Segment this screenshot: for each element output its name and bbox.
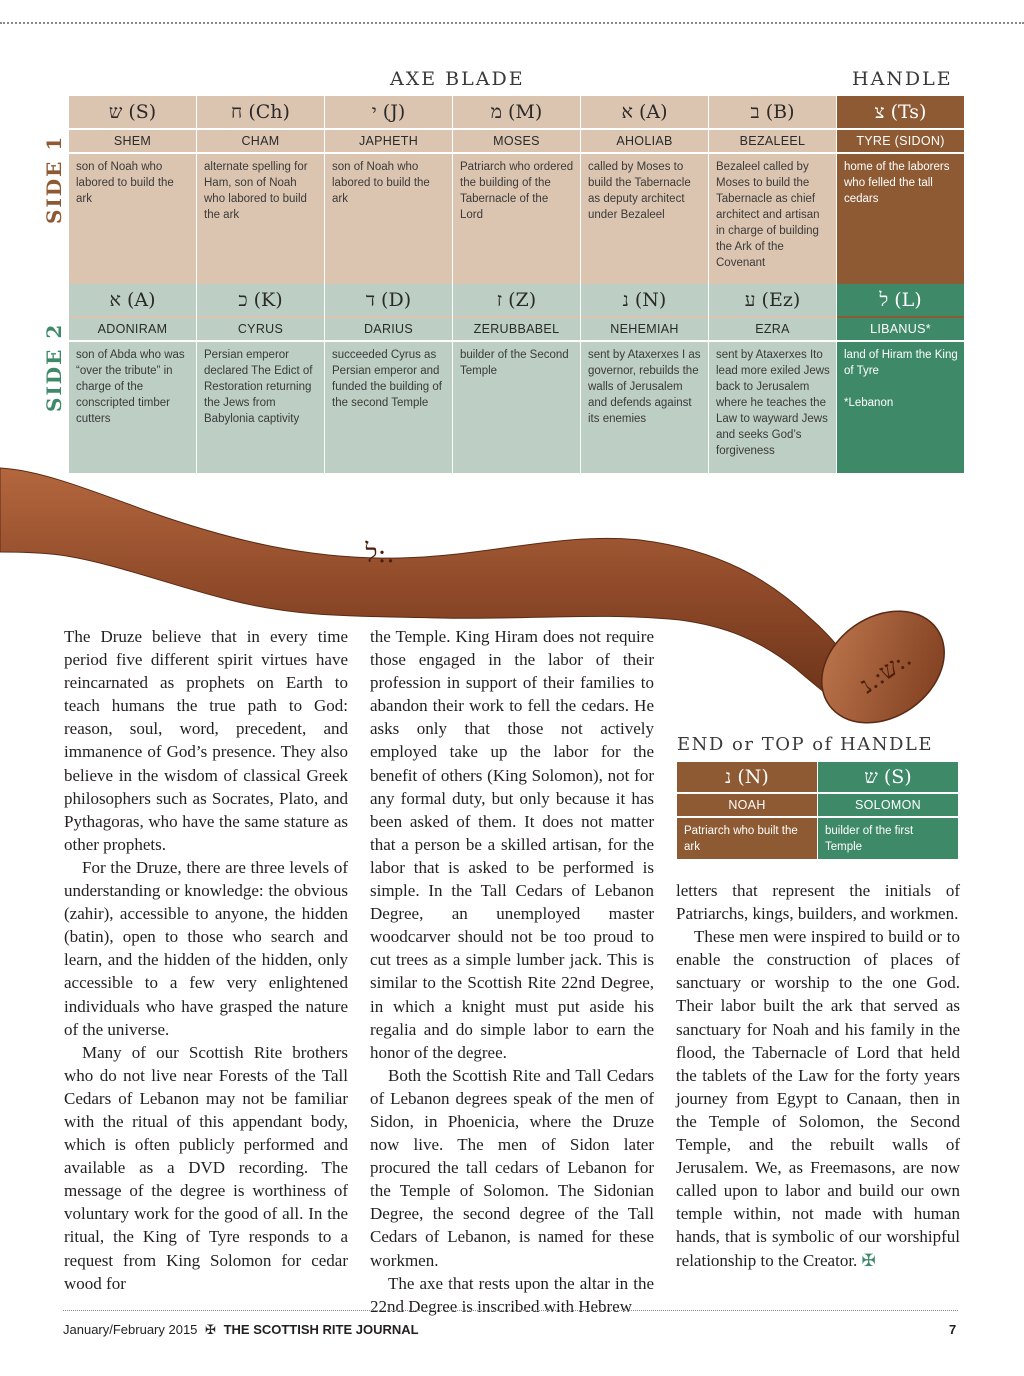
hebrew-letter: צ (Ts) [837,96,964,128]
person-name: SHEM [69,130,196,152]
paragraph: The axe that rests upon the altar in the 22nd Degree is inscribed with Hebrew [370,1273,654,1316]
footer-dotted-rule [63,1310,958,1311]
description: sent by Ataxerxes I as governor, rebuilds the walls of Jerusalem and defends against its enemies [581,342,708,473]
person-name: NEHEMIAH [581,318,708,340]
description: Patriarch who ordered the building of the Tabernacle of the Lord [453,154,580,331]
end-of-handle-heading: END or TOP of HANDLE [677,734,933,755]
end-cell-solomon [818,762,958,859]
hebrew-letter: מ (M) [453,96,580,128]
description: son of Noah who labored to build the ark [69,154,196,331]
top-dotted-rule [0,22,1024,24]
hebrew-letter: ח (Ch) [197,96,324,128]
shaft-inscription: ל:. [365,539,395,569]
paragraph: The Druze believe that in every time period five different spirit virtues have reincarnated as prophets on Earth to teach humans the true path to God: reason, soul, word, precedent, and immanence of God’s presence. They also believe in the wisdom of classical Greek philosophers such as Socrates, Plato, and Pythagoras, who have the same stature as other prophets. [64,627,348,854]
footer-cross-icon: ✠ [205,1322,216,1337]
hebrew-letter: ל (L) [837,284,964,316]
hebrew-letter: ז (Z) [453,284,580,316]
person-name: SOLOMON [818,794,958,816]
person-name: AHOLIAB [581,130,708,152]
side2-label: SIDE 2 [42,322,66,412]
paragraph: For the Druze, there are three levels of understanding or knowledge: the obvious (zahir), accessible to anyone, the hidden (batin), open to those who search and learn, and the hidden of the hidden, only accessible to a few very enlightened individuals who have grasped the nature of the universe. [64,857,348,1039]
person-name: DARIUS [325,318,452,340]
description: succeeded Cyrus as Persian emperor and funded the building of the second Temple [325,342,452,473]
place-name: TYRE (SIDON) [837,130,964,152]
description: builder of the Second Temple [453,342,580,473]
description: Persian emperor declared The Edict of Restoration returning the Jews from Babylonia captivity [197,342,324,473]
handle-heading: HANDLE [852,68,953,90]
footnote: *Lebanon [844,397,894,409]
description: called by Moses to build the Tabernacle as deputy architect under Bezaleel [581,154,708,331]
paragraph [676,925,960,1271]
hebrew-letter: נ (N) [581,284,708,316]
person-name: CYRUS [197,318,324,340]
hebrew-letter: ש (S) [69,96,196,128]
person-name: EZRA [709,318,836,340]
description: alternate spelling for Ham, son of Noah who labored to build the ark [197,154,324,331]
paragraph: Many of our Scottish Rite brothers who do not live near Forests of the Tall Cedars of Lebanon may not be familiar with the ritual of this appendant body, which is often publicly performed and available as a DVD recording. The message of the degree is worthiness of voluntary work for the good of all. In the ritual, the King of Tyre responds to a request from King Solomon for cedar wood for [64,1042,348,1293]
hebrew-letter: נ (N) [677,762,817,792]
hebrew-letter: כ (K) [197,284,324,316]
description: home of the laborers who felled the tall cedars [837,154,964,331]
end-inscription: ש:.נ:. [854,643,917,700]
person-name: JAPHETH [325,130,452,152]
side1-label: SIDE 1 [42,134,66,224]
hebrew-letter: א (A) [581,96,708,128]
hebrew-letter: ב (B) [709,96,836,128]
person-name: NOAH [677,794,817,816]
end-cell-noah [677,762,817,859]
paragraph: the Temple. King Hiram does not require those engaged in the labor of their profession in support of their families to abandon their work to fell the cedars. He asks only that those not actively employed take up the labor for the benefit of others (King Solomon), not for any formal duty, but only because it has been asked of them. It does not matter that a person be a skilled artisan, for the labor that is asked to be performed is simple. In the Tall Cedars of Lebanon Degree, an unemployed master woodcarver should not be too proud to cut trees as a simple lumber jack. This is similar to the Scottish Rite 22nd Degree, in which a knight must put aside his regalia and do simple labor to earn the honor of the degree. [370,627,654,1062]
place-name: LIBANUS* [837,318,964,340]
article-column-1 [64,625,348,1295]
person-name: CHAM [197,130,324,152]
end-mark-cross-icon: ✠ [861,1250,876,1270]
footer-left [63,1322,419,1338]
end-of-handle-table [677,762,958,859]
person-name: ADONIRAM [69,318,196,340]
hebrew-letter: ע (Ez) [709,284,836,316]
description-text: land of Hiram the King of Tyre [844,349,958,377]
person-name: ZERUBBABEL [453,318,580,340]
page-number: 7 [949,1322,957,1337]
description: builder of the first Temple [818,818,958,859]
article-column-2 [370,625,654,1318]
article-column-3 [676,879,960,1272]
paragraph-text: These men were inspired to build or to enable the construction of places of sanctuary or worship to the one God. Their labor built the ark that served as sanctuary for Noah and his family in the flood, the Tabernacle of Lord that held the tablets of the Law for the forty years journey from Egypt to Canaan, then in the Temple of Solomon, the Second Temple, and the rebuilt walls of Jerusalem. We, as Freemasons, are now called upon to labor and build our own temple within, not made with human hands, that is symbolic of our worshipful relationship to the Creator. [676,927,960,1270]
hebrew-letter: ד (D) [325,284,452,316]
issue-date: January/February 2015 [63,1322,198,1337]
person-name: BEZALEEL [709,130,836,152]
description: son of Abda who was “over the tribute” in charge of the conscripted timber cutters [69,342,196,473]
paragraph: letters that represent the initials of Patriarchs, kings, builders, and workmen. [676,881,960,924]
hebrew-letter: י (J) [325,96,452,128]
axe-blade-heading: AXE BLADE [390,68,525,90]
paragraph: Both the Scottish Rite and Tall Cedars of Lebanon degrees speak of the men of Sidon, in Phoenicia, where the Druze now live. The men of Sidon later procured the tall cedars of Lebanon for the Temple of Solomon. The Sidonian Degree, the second degree of the Tall Cedars of Lebanon, is named for these workmen. [370,1065,654,1270]
hebrew-letter: ש (S) [818,762,958,792]
hebrew-letter: א (A) [69,284,196,316]
description: Bezaleel called by Moses to build the Tabernacle as chief architect and artisan in charge of building the Ark of the Covenant [709,154,836,331]
description: Patriarch who built the ark [677,818,817,859]
journal-title: THE SCOTTISH RITE JOURNAL [223,1322,419,1337]
description: sent by Ataxerxes Ito lead more exiled Jews back to Jerusalem where he teaches the Law to wayward Jews and seeks God’s forgiveness [709,342,836,473]
description: son of Noah who labored to build the ark [325,154,452,331]
person-name: MOSES [453,130,580,152]
